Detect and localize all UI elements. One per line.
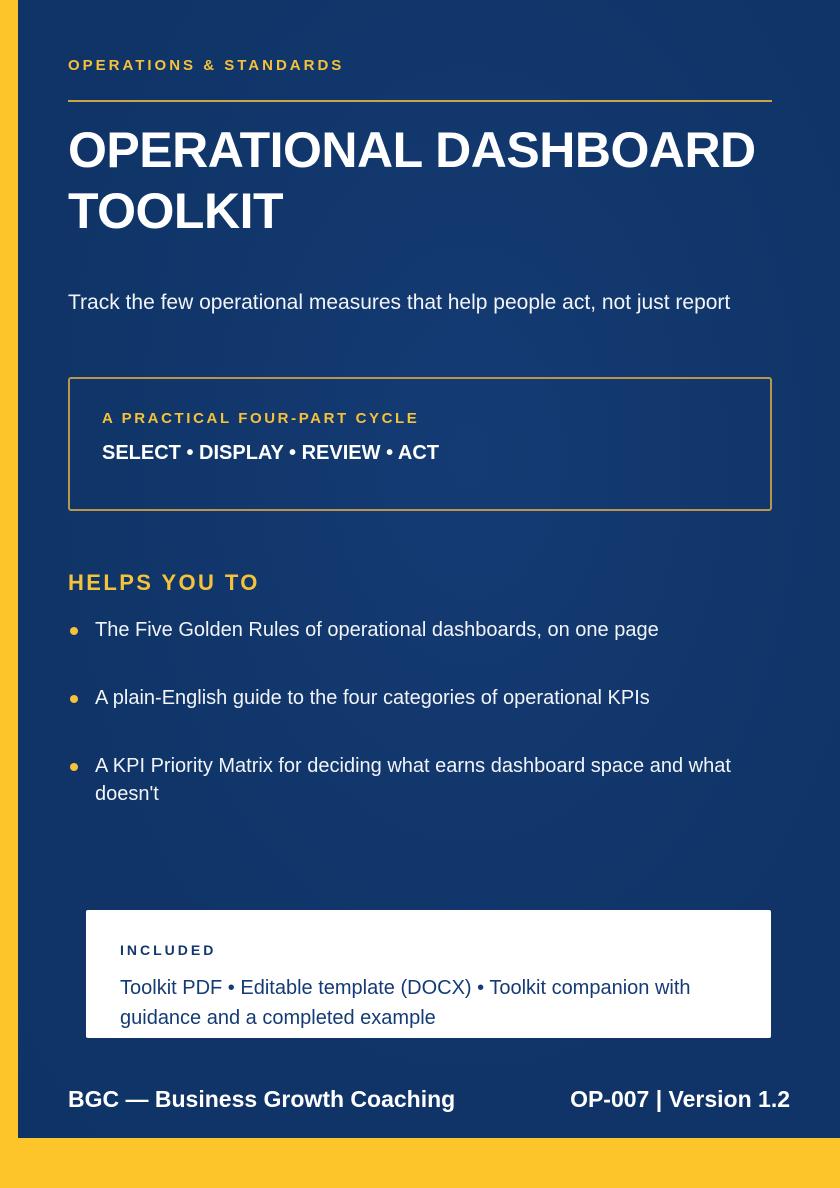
header-divider — [68, 100, 772, 102]
page-subtitle: Track the few operational measures that help people act, not just report — [68, 291, 731, 314]
list-item-text: The Five Golden Rules of operational dashboards, on one page — [95, 619, 659, 641]
list-item — [68, 752, 748, 808]
included-label: INCLUDED — [120, 942, 217, 958]
footer-doc-ref: OP-007 | Version 1.2 — [570, 1086, 790, 1112]
cover-panel — [18, 0, 840, 1138]
list-item-text: A KPI Priority Matrix for deciding what earns dashboard space and what doesn't — [95, 755, 731, 805]
category-eyebrow: OPERATIONS & STANDARDS — [68, 57, 345, 74]
list-item — [68, 684, 748, 712]
cycle-steps: SELECT • DISPLAY • REVIEW • ACT — [102, 442, 439, 464]
bullet-dot-icon — [70, 695, 78, 703]
included-card — [86, 910, 771, 1038]
bullet-dot-icon — [70, 763, 78, 771]
page-title: OPERATIONAL DASHBOARD TOOLKIT — [68, 122, 756, 239]
footer-brand: BGC — Business Growth Coaching — [68, 1086, 456, 1112]
cycle-label: A PRACTICAL FOUR-PART CYCLE — [102, 410, 420, 427]
cycle-box — [68, 377, 772, 511]
list-item — [68, 616, 748, 644]
helps-heading: HELPS YOU TO — [68, 570, 260, 595]
included-text: Toolkit PDF • Editable template (DOCX) • Toolkit companion with guidance and a completed example — [120, 977, 691, 1029]
bullet-dot-icon — [70, 627, 78, 635]
list-item-text: A plain-English guide to the four categories of operational KPIs — [95, 687, 650, 709]
